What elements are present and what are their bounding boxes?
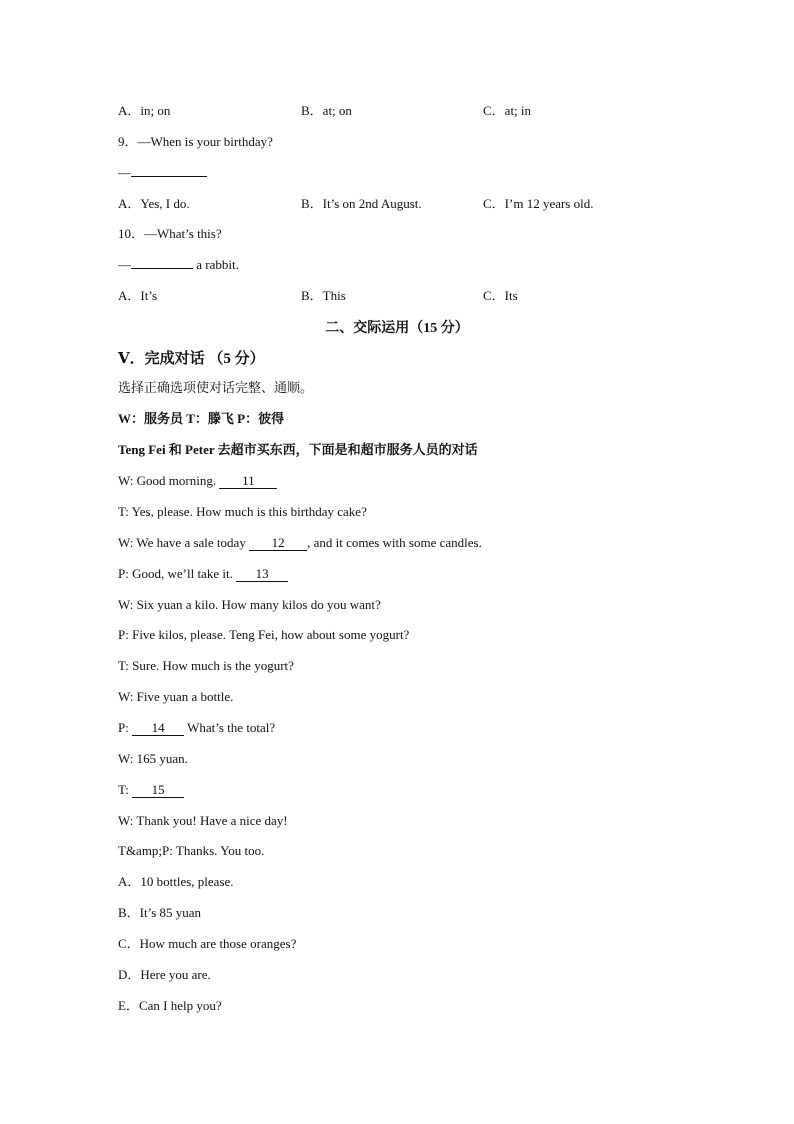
q10-option-a: A．It’s bbox=[118, 288, 158, 303]
q9-option-c: C．I’m 12 years old. bbox=[483, 196, 594, 211]
section-title: 二、交际运用（15 分） bbox=[325, 321, 469, 336]
dialogue-text: What’s the total? bbox=[184, 720, 276, 735]
dialogue-text: W: Good morning. bbox=[118, 473, 220, 488]
instruction: 选择正确选项使对话完整、通顺。 bbox=[118, 380, 314, 395]
dialogue-line bbox=[118, 534, 482, 552]
choice-c: C．How much are those oranges? bbox=[118, 936, 297, 951]
dialogue-line: W: Six yuan a kilo. How many kilos do you want? bbox=[118, 597, 381, 612]
q9-answer-line bbox=[118, 164, 207, 182]
choice-a: A．10 bottles, please. bbox=[118, 874, 234, 889]
dialogue-line: W: Thank you! Have a nice day! bbox=[118, 813, 288, 828]
role-legend: W：服务员 T：滕飞 P：彼得 bbox=[118, 411, 285, 426]
dialogue-text: T: bbox=[118, 782, 133, 797]
q9-answer-blank bbox=[131, 164, 207, 177]
q10-option-c: C．Its bbox=[483, 288, 518, 303]
dialogue-line: T: Sure. How much is the yogurt? bbox=[118, 658, 294, 673]
blank-11: 11 bbox=[219, 473, 277, 489]
dialogue-text: W: We have a sale today bbox=[118, 535, 250, 550]
choice-e: E．Can I help you? bbox=[118, 998, 222, 1013]
choice-d: D．Here you are. bbox=[118, 967, 211, 982]
dialogue-line bbox=[118, 472, 277, 490]
dialogue-text: , and it comes with some candles. bbox=[307, 535, 482, 550]
q10-answer-suffix: a rabbit. bbox=[193, 257, 239, 272]
q8-option-a: A．in; on bbox=[118, 103, 171, 118]
q10-stem: 10．—What’s this? bbox=[118, 226, 222, 241]
q9-stem: 9．—When is your birthday? bbox=[118, 134, 273, 149]
q8-option-b: B．at; on bbox=[301, 103, 352, 118]
q9-option-a: A．Yes, I do. bbox=[118, 196, 190, 211]
dialogue-text: P: Good, we’ll take it. bbox=[118, 566, 237, 581]
q9-option-b: B．It’s on 2nd August. bbox=[301, 196, 422, 211]
part-title: Ⅴ．完成对话 （5 分） bbox=[118, 351, 265, 367]
dialogue-line bbox=[118, 781, 184, 799]
q9-answer-prefix: — bbox=[118, 165, 131, 180]
dialogue-context: Teng Fei 和 Peter 去超市买东西，下面是和超市服务人员的对话 bbox=[118, 442, 478, 457]
dialogue-line bbox=[118, 565, 288, 583]
q10-answer-blank bbox=[131, 256, 193, 269]
dialogue-line: W: Five yuan a bottle. bbox=[118, 689, 234, 704]
blank-14: 14 bbox=[132, 720, 184, 736]
q8-option-c: C．at; in bbox=[483, 103, 532, 118]
blank-15: 15 bbox=[132, 782, 184, 798]
q10-answer-line bbox=[118, 256, 239, 274]
dialogue-line: T&amp;P: Thanks. You too. bbox=[118, 843, 265, 858]
blank-12: 12 bbox=[249, 535, 307, 551]
dialogue-line: P: Five kilos, please. Teng Fei, how about some yogurt? bbox=[118, 627, 410, 642]
blank-13: 13 bbox=[236, 566, 288, 582]
q10-answer-prefix: — bbox=[118, 257, 131, 272]
dialogue-text: P: bbox=[118, 720, 133, 735]
choice-b: B．It’s 85 yuan bbox=[118, 905, 202, 920]
q10-option-b: B．This bbox=[301, 288, 346, 303]
dialogue-line: T: Yes, please. How much is this birthday cake? bbox=[118, 504, 367, 519]
dialogue-line: W: 165 yuan. bbox=[118, 751, 188, 766]
dialogue-line bbox=[118, 719, 275, 737]
